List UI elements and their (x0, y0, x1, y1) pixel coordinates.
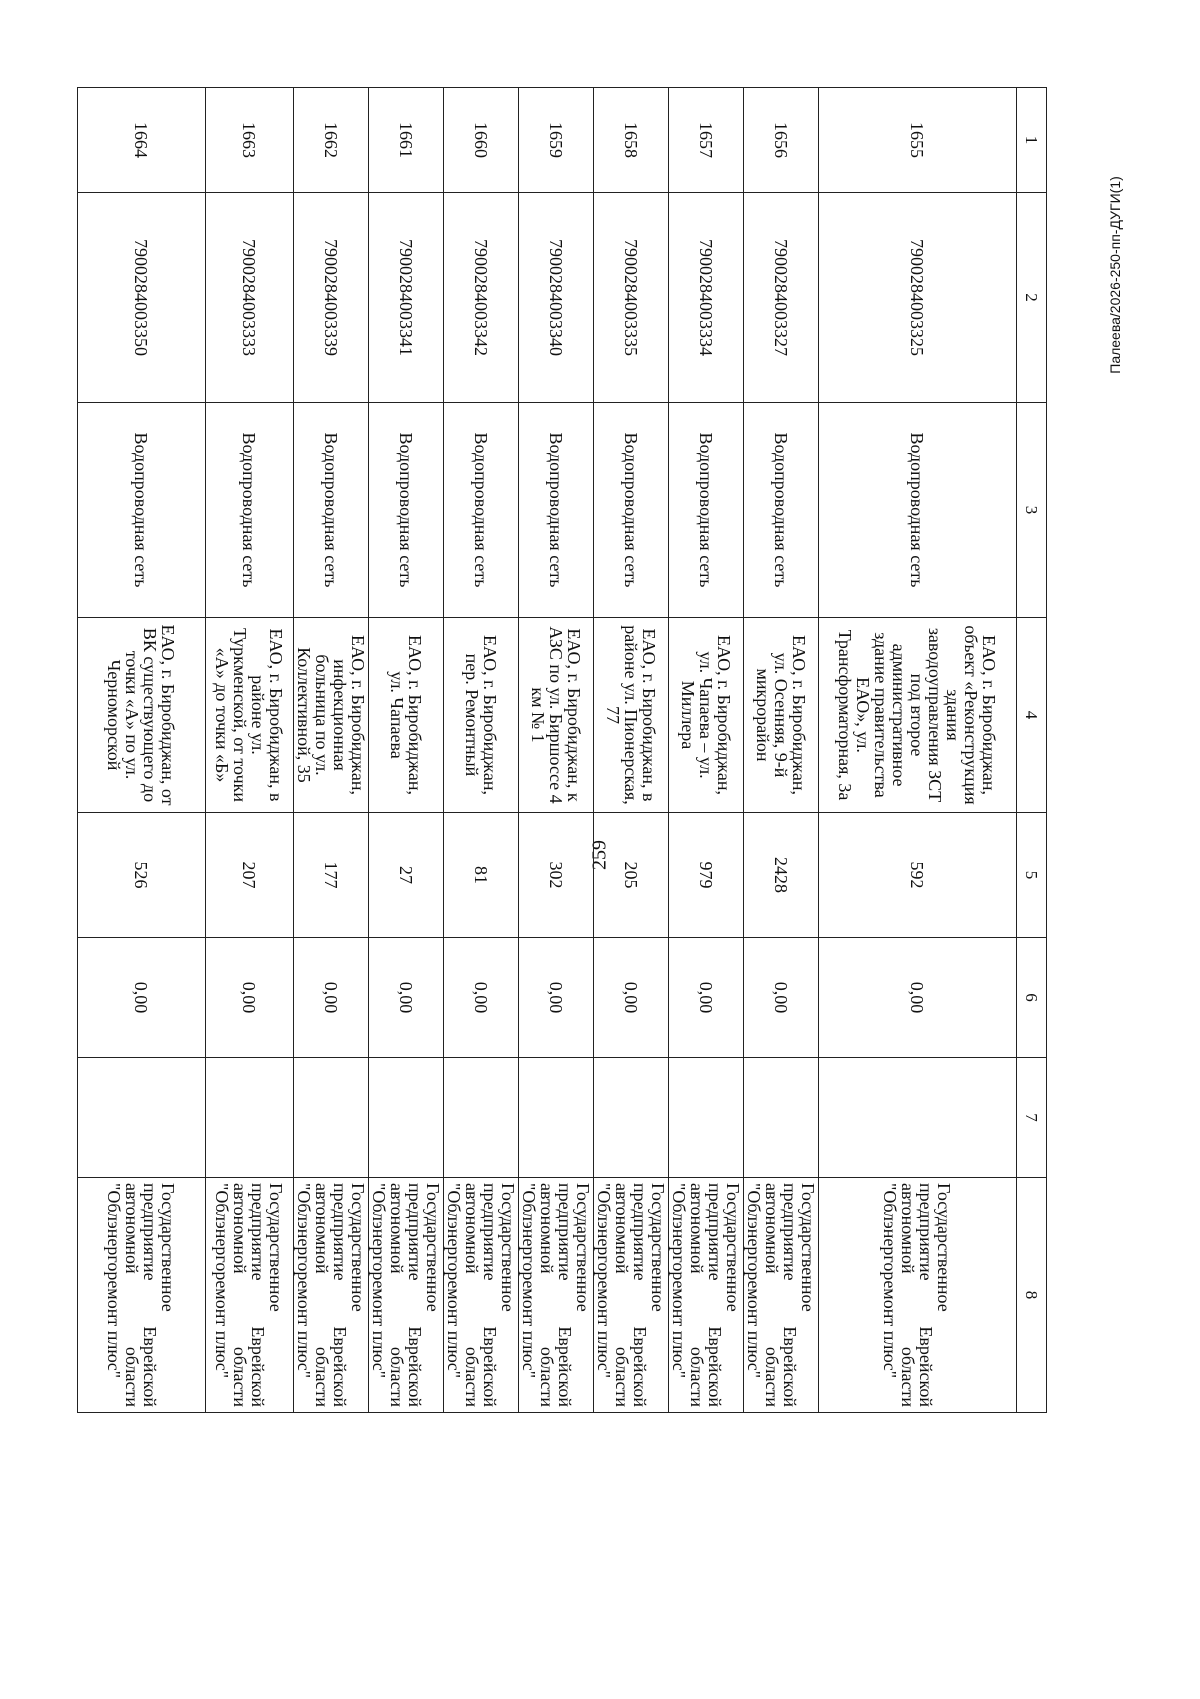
column-7-cell (744, 1058, 819, 1178)
column-header: 6 (1017, 938, 1047, 1058)
amount-cell: 0,00 (78, 938, 206, 1058)
length-cell: 207 (206, 813, 294, 938)
object-name-cell: Водопроводная сеть (819, 403, 1017, 618)
object-name-cell: Водопроводная сеть (369, 403, 444, 618)
table-row (369, 88, 444, 1413)
column-header: 1 (1017, 88, 1047, 193)
owner-cell: Государственное предприятие Еврейской автономной области "Облэнергоремонт плюс" (819, 1178, 1017, 1413)
amount-cell: 0,00 (294, 938, 369, 1058)
length-cell: 177 (294, 813, 369, 938)
object-name-cell: Водопроводная сеть (294, 403, 369, 618)
cadastral-number-cell: 7900284003341 (369, 193, 444, 403)
owner-cell: Государственное предприятие Еврейской автономной области "Облэнергоремонт плюс" (294, 1178, 369, 1413)
row-number-cell: 1663 (206, 88, 294, 193)
column-7-cell (444, 1058, 519, 1178)
column-7-cell (369, 1058, 444, 1178)
row-number-cell: 1655 (819, 88, 1017, 193)
cadastral-number-cell: 7900284003342 (444, 193, 519, 403)
cadastral-number-cell: 7900284003325 (819, 193, 1017, 403)
address-cell: ЕАО, г. Биробиджан, от ВК существующего до точки «А» по ул. Черноморской (78, 618, 206, 813)
address-cell: ЕАО, г. Биробиджан, объект «Реконструкция здания заводоуправления ЗСТ под второе административное здание правительства ЕАО», ул. Трансформаторная, 3а (819, 618, 1017, 813)
table-row (206, 88, 294, 1413)
column-7-cell (206, 1058, 294, 1178)
row-number-cell: 1656 (744, 88, 819, 193)
table-row (669, 88, 744, 1413)
owner-cell: Государственное предприятие Еврейской автономной области "Облэнергоремонт плюс" (519, 1178, 594, 1413)
object-name-cell: Водопроводная сеть (744, 403, 819, 618)
object-name-cell: Водопроводная сеть (669, 403, 744, 618)
header-row (1017, 88, 1047, 1413)
amount-cell: 0,00 (369, 938, 444, 1058)
length-cell: 27 (369, 813, 444, 938)
document-reference: Палеева/2026-250-пп-ДУГИ(1) (1107, 176, 1123, 374)
table-row (519, 88, 594, 1413)
row-number-cell: 1664 (78, 88, 206, 193)
object-name-cell: Водопроводная сеть (444, 403, 519, 618)
length-cell: 2428 (744, 813, 819, 938)
registry-table (77, 87, 1047, 1413)
object-name-cell: Водопроводная сеть (78, 403, 206, 618)
length-cell: 302 (519, 813, 594, 938)
length-cell: 205 (594, 813, 669, 938)
column-7-cell (819, 1058, 1017, 1178)
column-header: 2 (1017, 193, 1047, 403)
address-cell: ЕАО, г. Биробиджан, к АЗС по ул. Биршоссе 4 км № 1 (519, 618, 594, 813)
address-cell: ЕАО, г. Биробиджан, ул. Чапаева (369, 618, 444, 813)
column-7-cell (669, 1058, 744, 1178)
length-cell: 979 (669, 813, 744, 938)
address-cell: ЕАО, г. Биробиджан, ул. Осенняя, 9-й микрорайон (744, 618, 819, 813)
amount-cell: 0,00 (594, 938, 669, 1058)
cadastral-number-cell: 7900284003339 (294, 193, 369, 403)
table-row (744, 88, 819, 1413)
column-header: 4 (1017, 618, 1047, 813)
address-cell: ЕАО, г. Биробиджан, пер. Ремонтный (444, 618, 519, 813)
address-cell: ЕАО, г. Биробиджан, инфекционная больница по ул. Коллективной, 35 (294, 618, 369, 813)
cadastral-number-cell: 7900284003334 (669, 193, 744, 403)
column-7-cell (294, 1058, 369, 1178)
owner-cell: Государственное предприятие Еврейской автономной области "Облэнергоремонт плюс" (206, 1178, 294, 1413)
amount-cell: 0,00 (669, 938, 744, 1058)
row-number-cell: 1662 (294, 88, 369, 193)
owner-cell: Государственное предприятие Еврейской автономной области "Облэнергоремонт плюс" (744, 1178, 819, 1413)
column-header: 8 (1017, 1178, 1047, 1413)
column-7-cell (519, 1058, 594, 1178)
table-row (78, 88, 206, 1413)
registry-table-container (103, 87, 1047, 1412)
object-name-cell: Водопроводная сеть (594, 403, 669, 618)
amount-cell: 0,00 (744, 938, 819, 1058)
object-name-cell: Водопроводная сеть (206, 403, 294, 618)
table-row (444, 88, 519, 1413)
row-number-cell: 1659 (519, 88, 594, 193)
column-header: 3 (1017, 403, 1047, 618)
row-number-cell: 1657 (669, 88, 744, 193)
address-cell: ЕАО, г. Биробиджан, в районе ул. Пионерская, 77 (594, 618, 669, 813)
column-7-cell (78, 1058, 206, 1178)
row-number-cell: 1661 (369, 88, 444, 193)
column-7-cell (594, 1058, 669, 1178)
column-header: 7 (1017, 1058, 1047, 1178)
owner-cell: Государственное предприятие Еврейской автономной области "Облэнергоремонт плюс" (669, 1178, 744, 1413)
page-number: 259 (588, 840, 611, 870)
address-cell: ЕАО, г. Биробиджан, ул. Чапаева – ул. Миллера (669, 618, 744, 813)
length-cell: 526 (78, 813, 206, 938)
cadastral-number-cell: 7900284003327 (744, 193, 819, 403)
table-row (294, 88, 369, 1413)
column-header: 5 (1017, 813, 1047, 938)
cadastral-number-cell: 7900284003350 (78, 193, 206, 403)
table-row (594, 88, 669, 1413)
table-row (819, 88, 1017, 1413)
object-name-cell: Водопроводная сеть (519, 403, 594, 618)
amount-cell: 0,00 (444, 938, 519, 1058)
length-cell: 81 (444, 813, 519, 938)
length-cell: 592 (819, 813, 1017, 938)
row-number-cell: 1658 (594, 88, 669, 193)
owner-cell: Государственное предприятие Еврейской автономной области "Облэнергоремонт плюс" (369, 1178, 444, 1413)
owner-cell: Государственное предприятие Еврейской автономной области "Облэнергоремонт плюс" (594, 1178, 669, 1413)
owner-cell: Государственное предприятие Еврейской автономной области "Облэнергоремонт плюс" (444, 1178, 519, 1413)
amount-cell: 0,00 (206, 938, 294, 1058)
address-cell: ЕАО, г. Биробиджан, в районе ул. Туркменской, от точки «А» до точки «Б» (206, 618, 294, 813)
cadastral-number-cell: 7900284003333 (206, 193, 294, 403)
amount-cell: 0,00 (519, 938, 594, 1058)
amount-cell: 0,00 (819, 938, 1017, 1058)
row-number-cell: 1660 (444, 88, 519, 193)
owner-cell: Государственное предприятие Еврейской автономной области "Облэнергоремонт плюс" (78, 1178, 206, 1413)
cadastral-number-cell: 7900284003340 (519, 193, 594, 403)
cadastral-number-cell: 7900284003335 (594, 193, 669, 403)
